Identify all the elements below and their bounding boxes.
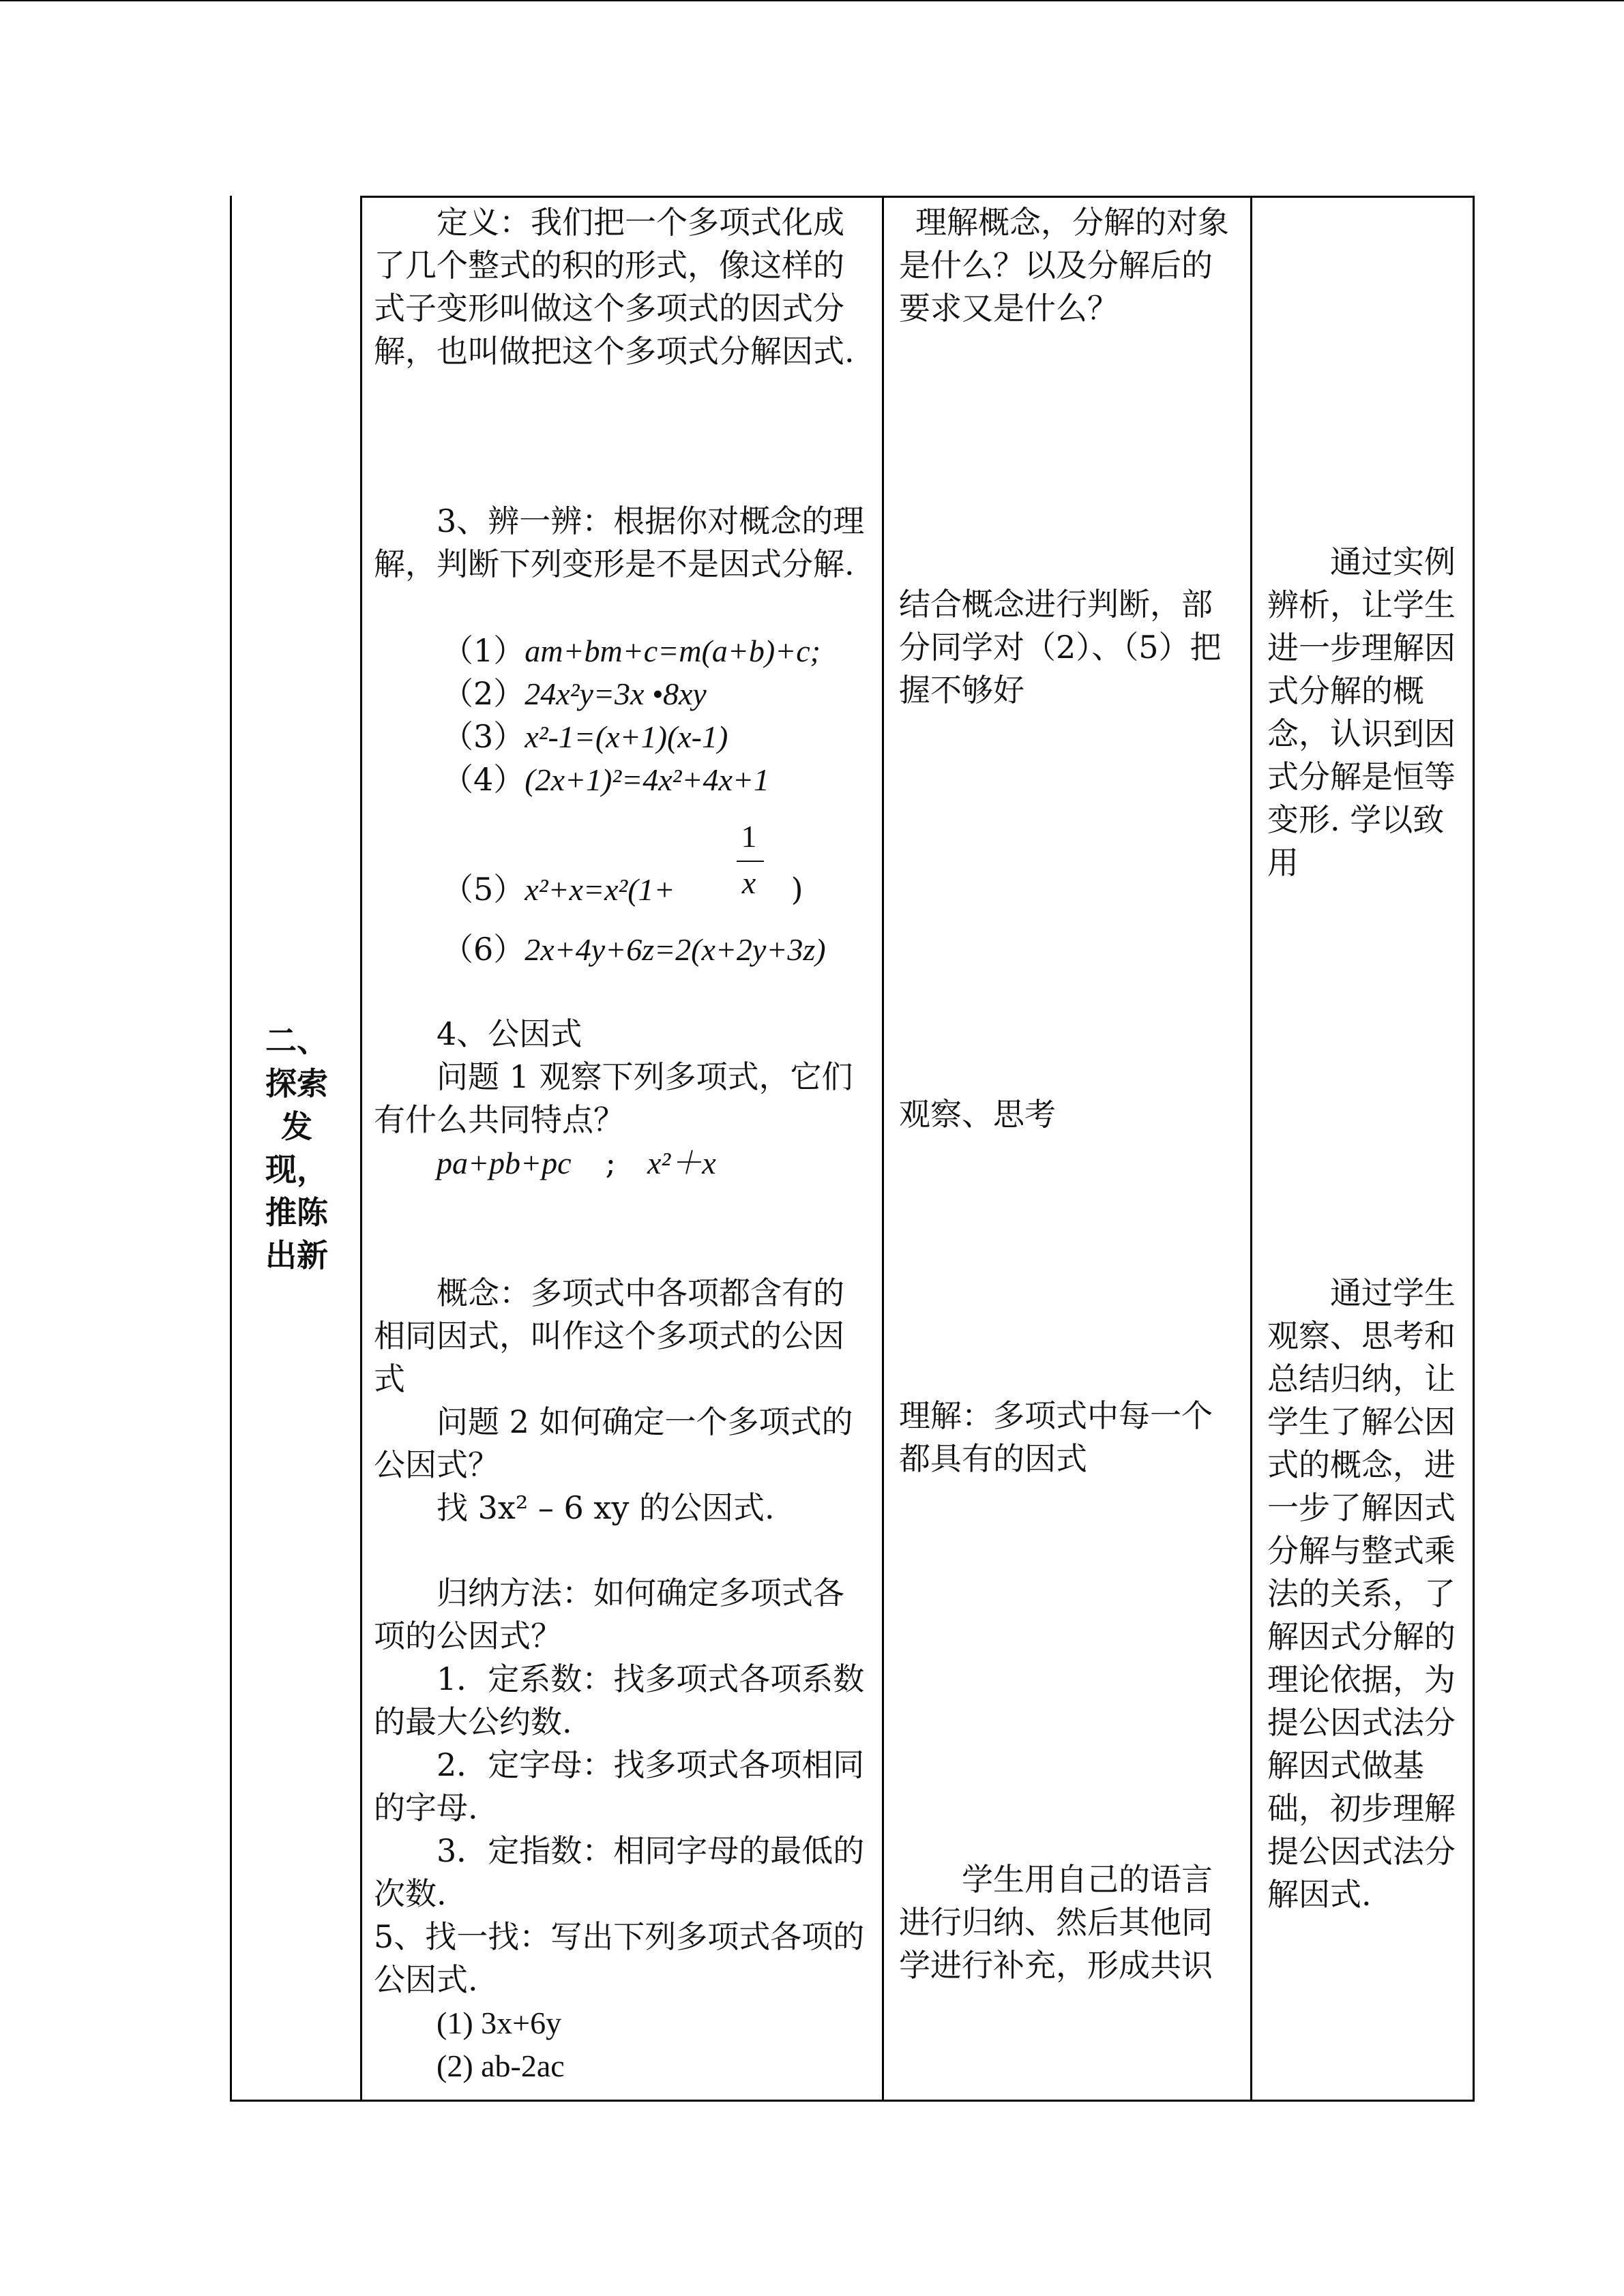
design-intent-2: 通过学生观察、思考和总结归纳，让学生了解公因式的概念，进一步了解因式分解与整式乘法的关系，了解因式分解的理论依据，为提公因式法分解因式做基础，初步理解提公因式法分解因式. (1267, 1274, 1456, 1913)
student-activity-2: 结合概念进行判断，部分同学对（2）、（5）把握不够好 (899, 586, 1222, 709)
stage-line: 现， (265, 1151, 328, 1188)
find-intro: 5、找一找：写出下列多项式各项的公因式. (374, 1918, 865, 1998)
table-top-border (360, 196, 1475, 198)
concept-section (374, 1272, 875, 1530)
definition-text: 定义：我们把一个多项式化成了几个整式的积的形式，像这样的式子变形叫做这个多项式的因式分解，也叫做把这个多项式分解因式. (374, 204, 855, 370)
common-factor-title: 4、公因式 (437, 1015, 582, 1052)
student-activity-1: 理解概念，分解的对象是什么？以及分解后的要求又是什么？ (899, 204, 1229, 327)
stage-line: 探索 (265, 1065, 328, 1102)
student-activity-5: 学生用自己的语言进行归纳、然后其他同学进行补充，形成共识 (899, 1861, 1213, 1984)
stage-line: 二、 (265, 1022, 328, 1059)
method-step-3: 3．定指数：相同字母的最低的次数. (374, 1832, 865, 1912)
column-divider-3 (1250, 196, 1252, 2102)
question-1: 问题 1 观察下列多项式，它们有什么共同特点？ (374, 1058, 853, 1138)
discern-item-1: （1）am+bm+c=m(a+b)+c; (442, 632, 821, 669)
student-activity-4: 理解：多项式中每一个都具有的因式 (899, 1397, 1213, 1477)
question-2: 问题 2 如何确定一个多项式的公因式？ (374, 1403, 853, 1483)
fraction-bar (737, 861, 764, 862)
find-item-1: (1) 3x+6y (437, 2006, 562, 2040)
stage-line: 出新 (265, 1237, 328, 1274)
method-step-2: 2．定字母：找多项式各项相同的字母. (374, 1746, 865, 1826)
method-step-1: 1．定系数：找多项式各项系数的最大公约数. (374, 1660, 865, 1740)
column-divider-1 (360, 196, 362, 2102)
page-top-border (0, 0, 1624, 1)
fraction-denominator: x (741, 865, 756, 900)
discern-intro: 3、辨一辨：根据你对概念的理解，判断下列变形是不是因式分解. (374, 503, 865, 582)
column-divider-2 (882, 196, 884, 2102)
design-intent-1: 通过实例辨析，让学生进一步理解因式分解的概念，认识到因式分解是恒等变形. 学以致用 (1267, 543, 1456, 881)
table-bottom-border (230, 2100, 1475, 2102)
discern-item-5: （5）x²+x=x²(1+ ) (442, 871, 803, 908)
concept-text: 概念：多项式中各项都含有的相同因式，叫作这个多项式的公因式 (374, 1274, 844, 1397)
content-column (374, 201, 875, 373)
student-activity-3: 观察、思考 (899, 1096, 1056, 1133)
question-1-exprs: pa+pb+pc ; x²＋x (437, 1144, 716, 1181)
discern-item-6: （6）2x+4y+6z=2(x+2y+3z) (442, 931, 826, 968)
discern-item-4: （4）(2x+1)²=4x²+4x+1 (442, 761, 769, 798)
table-left-border (230, 196, 232, 2102)
fraction-numerator: 1 (741, 819, 757, 854)
find-item-2: (2) ab-2ac (437, 2048, 565, 2083)
discern-section (374, 500, 875, 586)
stage-label (256, 1019, 338, 1277)
stage-line: 发 (281, 1108, 312, 1145)
discern-item-2: （2）24x²y=3x •8xy (442, 675, 707, 712)
discern-item-3: （3）x²-1=(x+1)(x-1) (442, 718, 728, 755)
stage-line: 推陈 (265, 1194, 328, 1231)
method-intro: 归纳方法：如何确定多项式各项的公因式？ (374, 1575, 844, 1654)
table-right-border (1473, 196, 1475, 2102)
find-common-factor: 找 3x² – 6 xy 的公因式. (437, 1489, 775, 1526)
method-section (374, 1572, 875, 2087)
discern-items (442, 629, 879, 801)
common-factor-section (374, 1013, 875, 1184)
